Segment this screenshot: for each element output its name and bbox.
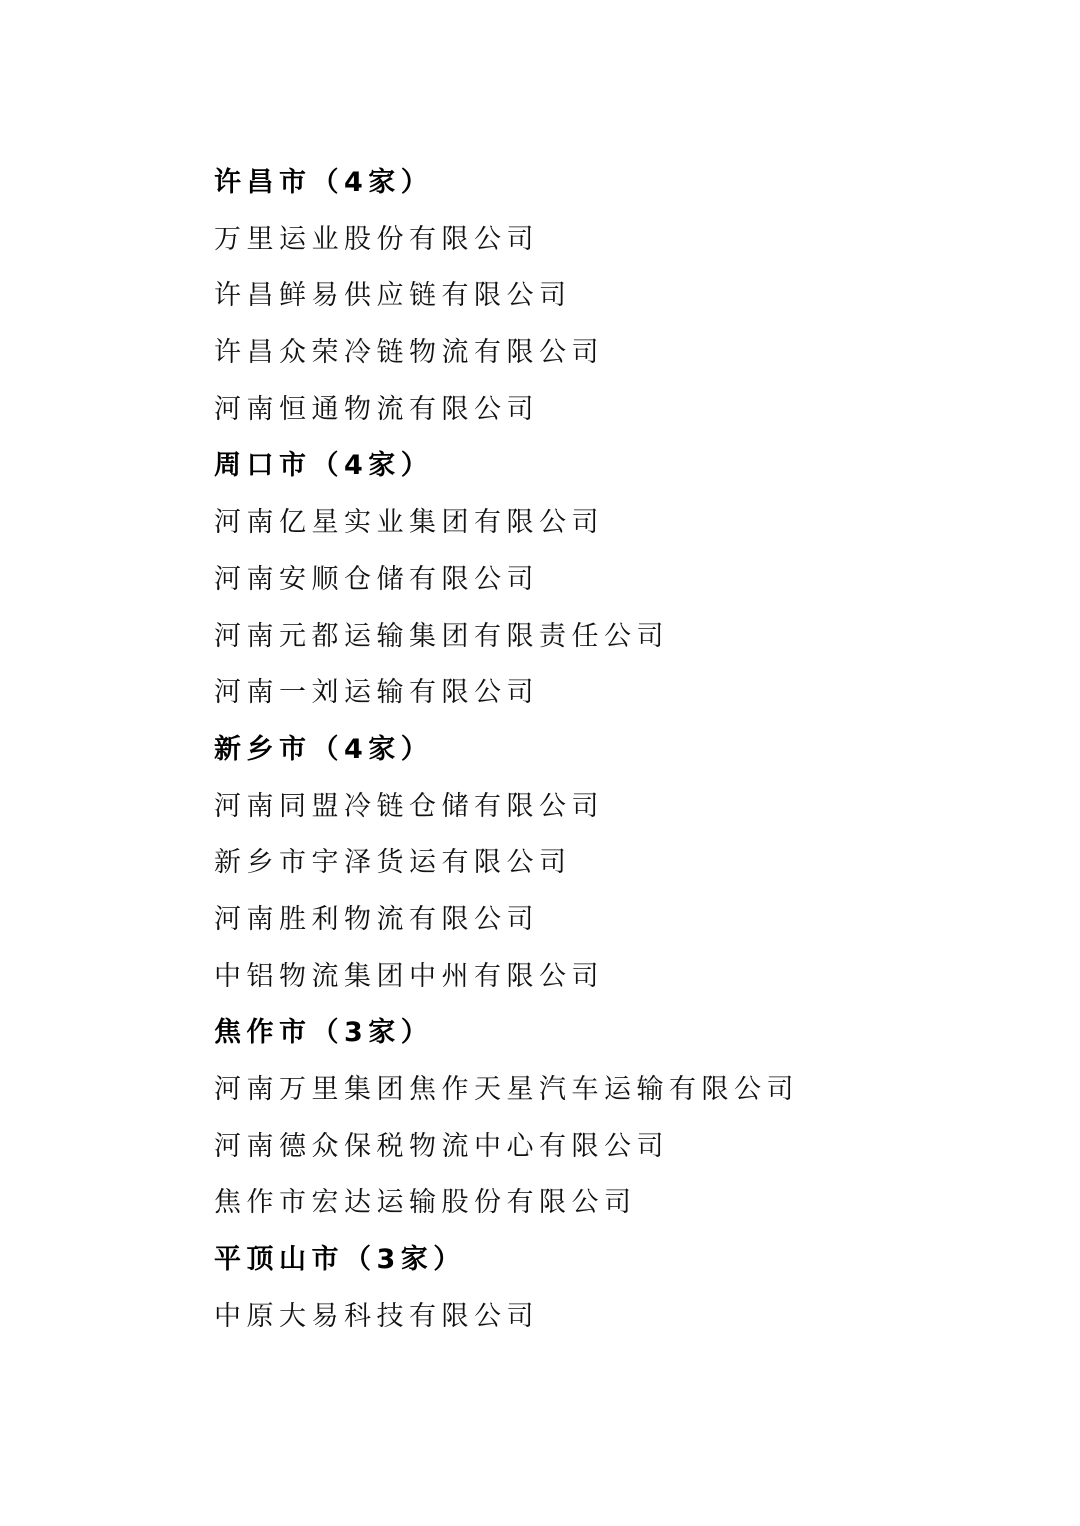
company-list-item: 新乡市宇泽货运有限公司 bbox=[214, 847, 572, 879]
company-list-item: 中铝物流集团中州有限公司 bbox=[214, 960, 604, 992]
company-list-item: 许昌众荣冷链物流有限公司 bbox=[214, 337, 604, 369]
document-page bbox=[214, 155, 1034, 1345]
section-heading-zhoukou: 周口市（4家） bbox=[214, 450, 434, 482]
company-list-item: 河南同盟冷链仓储有限公司 bbox=[214, 790, 604, 822]
company-list-item: 河南安顺仓储有限公司 bbox=[214, 563, 539, 595]
company-list-item: 万里运业股份有限公司 bbox=[214, 223, 539, 255]
company-list-item: 河南万里集团焦作天星汽车运输有限公司 bbox=[214, 1074, 799, 1105]
company-list-item: 焦作市宏达运输股份有限公司 bbox=[214, 1187, 637, 1219]
company-list-item: 河南恒通物流有限公司 bbox=[214, 393, 539, 425]
company-list-item: 河南德众保税物流中心有限公司 bbox=[214, 1130, 669, 1162]
section-heading-pingdingshan: 平顶山市（3家） bbox=[214, 1244, 466, 1276]
section-heading-xinxiang: 新乡市（4家） bbox=[214, 733, 434, 765]
company-list-item: 河南元都运输集团有限责任公司 bbox=[214, 620, 669, 652]
company-list-item: 中原大易科技有限公司 bbox=[214, 1300, 539, 1332]
company-list-item: 许昌鲜易供应链有限公司 bbox=[214, 280, 572, 312]
section-heading-jiaozuo: 焦作市（3家） bbox=[214, 1017, 434, 1049]
company-list-item: 河南一刘运输有限公司 bbox=[214, 677, 539, 709]
section-heading-xuchang: 许昌市（4家） bbox=[214, 167, 434, 198]
company-list-item: 河南亿星实业集团有限公司 bbox=[214, 507, 604, 539]
company-list-item: 河南胜利物流有限公司 bbox=[214, 903, 539, 935]
